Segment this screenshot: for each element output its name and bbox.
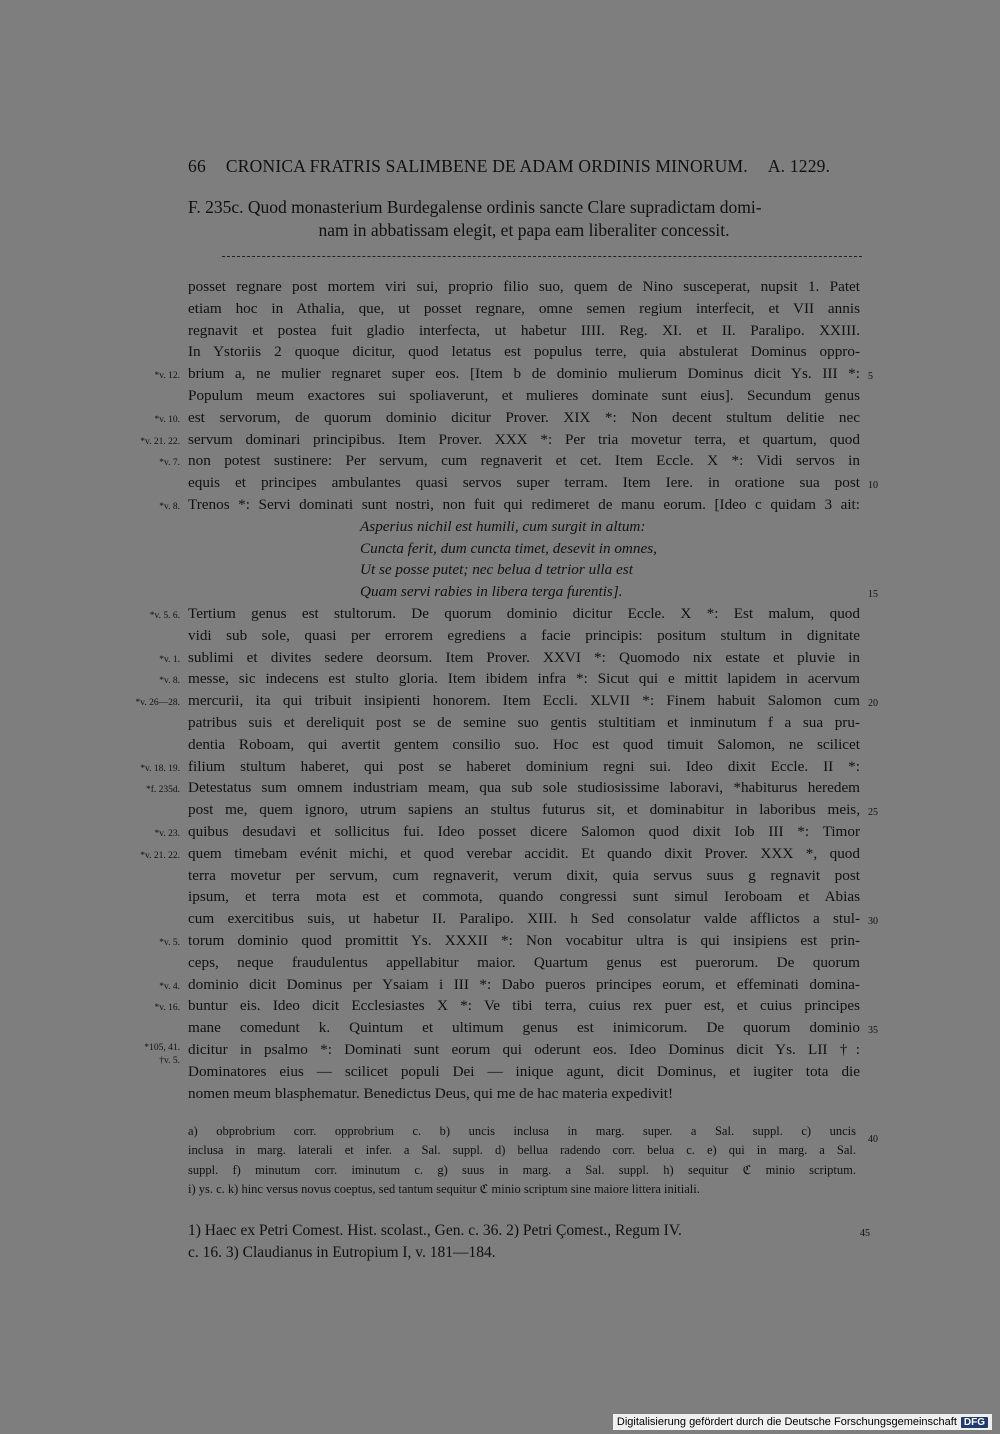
credit-text: Digitalisierung gefördert durch die Deutsche Forschungsgemeinschaft — [616, 1416, 957, 1428]
digitization-credit — [613, 1414, 992, 1430]
critical-note-line: a) obprobrium corr. opprobrium c. b) uncis inclusa in marg. super. a Sal. suppl. c) uncis — [188, 1124, 856, 1138]
text-line: dicitur in psalmo *: Dominati sunt eorum qui oderunt eos. Ideo Dominus dicit Ys. LII †: — [188, 1041, 860, 1058]
margin-reference: *v. 26—28. — [135, 698, 180, 709]
year: A. 1229. — [767, 156, 831, 176]
margin-reference: *v. 5. 6. — [149, 611, 180, 621]
text-line: Trenos *: Servi dominati sunt nostri, non fuit qui redimeret de manu eorum. [Ideo c quidam 3 ait: — [188, 496, 860, 513]
chapter-heading-line-2: nam in abbatissam elegit, et papa eam liberaliter concessit. — [318, 220, 730, 240]
text-line: In Ystoriis 2 quoque dicitur, quod letatus est populus terre, quia abstulerat Dominus oppro- — [188, 343, 860, 361]
text-line: mercurii, ita qui tribuit insipienti honorem. Item Eccli. XLVII *: Finem habuit Salomon cum — [188, 692, 860, 710]
margin-reference: *v. 10. — [154, 414, 180, 425]
text-line: regnavit et postea fuit gladio interfecta, ut habetur IIII. Reg. XI. et II. Paralipo. XXIII. — [188, 321, 860, 339]
text-line: quem timebam evénit michi, et quod verebar accidit. Et quando dixit Prover. XXX *, quod — [188, 844, 860, 862]
text-line: servum dominari principibus. Item Prover. XXX *: Per tria movetur terra, et quartum, quod — [188, 430, 860, 448]
margin-reference: *v. 7. — [159, 458, 180, 469]
text-line: Quam servi rabies in libera terga furentis]. — [360, 583, 623, 601]
margin-reference: †v. 5. — [159, 1056, 180, 1066]
text-line: filium stultum haberet, qui post se haberet dominium regni sui. Ideo dixit Eccle. II *: — [188, 757, 860, 775]
margin-reference: *v. 5. — [159, 938, 180, 948]
text-line: torum dominio quod promittit Ys. XXXII *: Non vocabitur ultra is qui insipiens est prin- — [188, 932, 860, 949]
margin-reference: *v. 16. — [154, 1003, 180, 1014]
running-header — [188, 156, 848, 177]
text-line: Dominatores eius — scilicet populi Dei — inique agunt, dicit Dominus, et iugiter tota die — [188, 1062, 860, 1080]
margin-reference: *v. 18. 19. — [140, 763, 180, 774]
margin-reference: *v. 8. — [159, 502, 180, 512]
line-number: 45 — [860, 1228, 870, 1239]
text-line: sublimi et divites sedere deorsum. Item Prover. XXVI *: Quomodo nix estate et pluvie in — [188, 648, 860, 666]
text-line: etiam hoc in Athalia, que, ut posset regnare, omne semen regium interfecit, et VII annis — [188, 299, 860, 317]
source-note-line: c. 16. 3) Claudianus in Eutropium I, v. 181—184. — [188, 1244, 496, 1261]
text-line: Ut se posse putet; nec belua d tetrior ulla est — [360, 561, 633, 579]
text-line: dominio dicit Dominus per Ysaiam i III *: Dabo pueros principes eorum, et effeminati domina- — [188, 975, 860, 993]
text-line: messe, sic indecens est stulto gloria. Item ibidem infra *: Sicut qui e mittit lapidem in acervum — [188, 670, 860, 688]
text-line: brium a, ne mulier regnaret super eos. [Item b de dominio mulierum Dominus dicit Ys. III *: — [188, 365, 860, 383]
dfg-logo: DFG — [961, 1417, 988, 1428]
text-line: patribus suis et dereliquit post se de semine suo gentis stultitiam et inminutum f a sua pru- — [188, 714, 860, 731]
text-line: mane comedunt k. Quintum et ultimum genus est inimicorum. De quorum dominio — [188, 1019, 860, 1037]
line-number: 5 — [868, 371, 873, 383]
text-line: Detestatus sum omnem industriam meam, qua sub sole studiosissime laboravi, *habiturus heredem — [188, 779, 860, 797]
critical-note-line: suppl. f) minutum corr. iminutum c. g) suus in marg. a Sal. suppl. h) sequitur ℭ minio scriptum. — [188, 1163, 856, 1177]
line-number: 15 — [868, 589, 878, 601]
text-line: dentia Roboam, qui avertit gentem consilio suo. Hoc est quod timuit Salomon, ne scilicet — [188, 735, 860, 753]
line-number: 10 — [868, 480, 878, 492]
critical-note-line: inclusa in marg. laterali et infer. a Sal. suppl. d) bellua radendo corr. belua c. e) qui in marg. a Sal. — [188, 1143, 856, 1157]
text-line: vidi sub sole, quasi per errorem egrediens a facie principis: positum stultum in dignitate — [188, 626, 860, 644]
text-line: Cuncta ferit, dum cuncta timet, desevit in omnes, — [360, 539, 657, 557]
margin-reference: *v. 23. — [154, 829, 180, 839]
divider-rule — [222, 256, 862, 257]
text-line: equis et principes ambulantes quasi servos super terram. Item Iere. in oratione sua post — [188, 474, 860, 492]
margin-reference: *f. 235d. — [145, 785, 180, 796]
line-number: 20 — [868, 698, 878, 710]
text-line: quibus desudavi et sollicitus fui. Ideo posset dicere Salomon quod dixit Iob III *: Timor — [188, 823, 860, 840]
text-line: Populum meum exactores sui spoliaverunt, et mulieres dominate sunt eius]. Secundum genus — [188, 387, 860, 404]
chapter-heading-line-1: F. 235c. Quod monasterium Burdegalense ordinis sancte Clare supradictam domi- — [188, 197, 762, 217]
text-line: buntur eis. Ideo dicit Ecclesiastes X *: Ve tibi terra, cuius rex puer est, et cuius principes — [188, 997, 860, 1015]
margin-reference: *v. 21. 22. — [140, 436, 180, 447]
running-title: CRONICA FRATRIS SALIMBENE DE ADAM ORDINIS MINORUM. — [225, 156, 748, 176]
margin-reference: *v. 12. — [154, 371, 180, 382]
margin-reference: *v. 8. — [159, 676, 180, 687]
line-number: 35 — [868, 1025, 878, 1037]
margin-reference: *v. 1. — [159, 654, 180, 665]
line-number: 40 — [868, 1134, 878, 1146]
line-number: 25 — [868, 807, 878, 819]
text-line: non potest sustinere: Per servum, cum regnaverit et cet. Item Eccle. X *: Vidi servos in — [188, 452, 860, 470]
text-line: Asperius nichil est humili, cum surgit in altum: — [360, 517, 646, 535]
text-line: est servorum, de quorum dominio dicitur Prover. XIX *: Non decent stultum delitie nec — [188, 408, 860, 426]
chapter-heading — [188, 196, 860, 242]
text-line: Tertium genus est stultorum. De quorum dominio dicitur Eccle. X *: Est malum, quod — [188, 605, 860, 622]
margin-reference: *v. 4. — [159, 981, 180, 992]
margin-reference: *v. 21. 22. — [140, 850, 180, 861]
line-number: 30 — [868, 916, 878, 928]
text-line: nomen meum blasphematur. Benedictus Deus, qui me de hac materia expedivit! — [188, 1084, 674, 1102]
text-line: ipsum, et terra mota est et commota, quando congressi sunt simul Ieroboam et Abias — [188, 888, 860, 906]
text-line: cum exercitibus suis, ut habetur II. Paralipo. XIII. h Sed consolatur valde afflictos a stul- — [188, 910, 860, 928]
text-line: posset regnare post mortem viri sui, proprio filio suo, quem de Nino susceperat, nupsit 1. Patet — [188, 278, 860, 295]
text-line: ceps, neque fraudulentus appellabitur maior. Quartum genus est puerorum. De quorum — [188, 953, 860, 971]
margin-reference: *105, 41. — [144, 1043, 180, 1053]
source-note-line: 1) Haec ex Petri Comest. Hist. scolast., Gen. c. 36. 2) Petri Çomest., Regum IV. — [188, 1222, 682, 1239]
critical-note-line: i) ys. c. k) hinc versus novus coeptus, sed tantum sequitur ℭ minio scriptum sine maiore littera initiali. — [188, 1182, 700, 1196]
text-line: terra movetur per servum, cum regnaverit, verum dixit, quia servus suus g regnavit post — [188, 866, 860, 884]
page-number: 66 — [188, 156, 206, 176]
text-line: post me, quem ignoro, utrum sapiens an stultus futurus sit, et dominabitur in laboribus meis, — [188, 801, 860, 819]
